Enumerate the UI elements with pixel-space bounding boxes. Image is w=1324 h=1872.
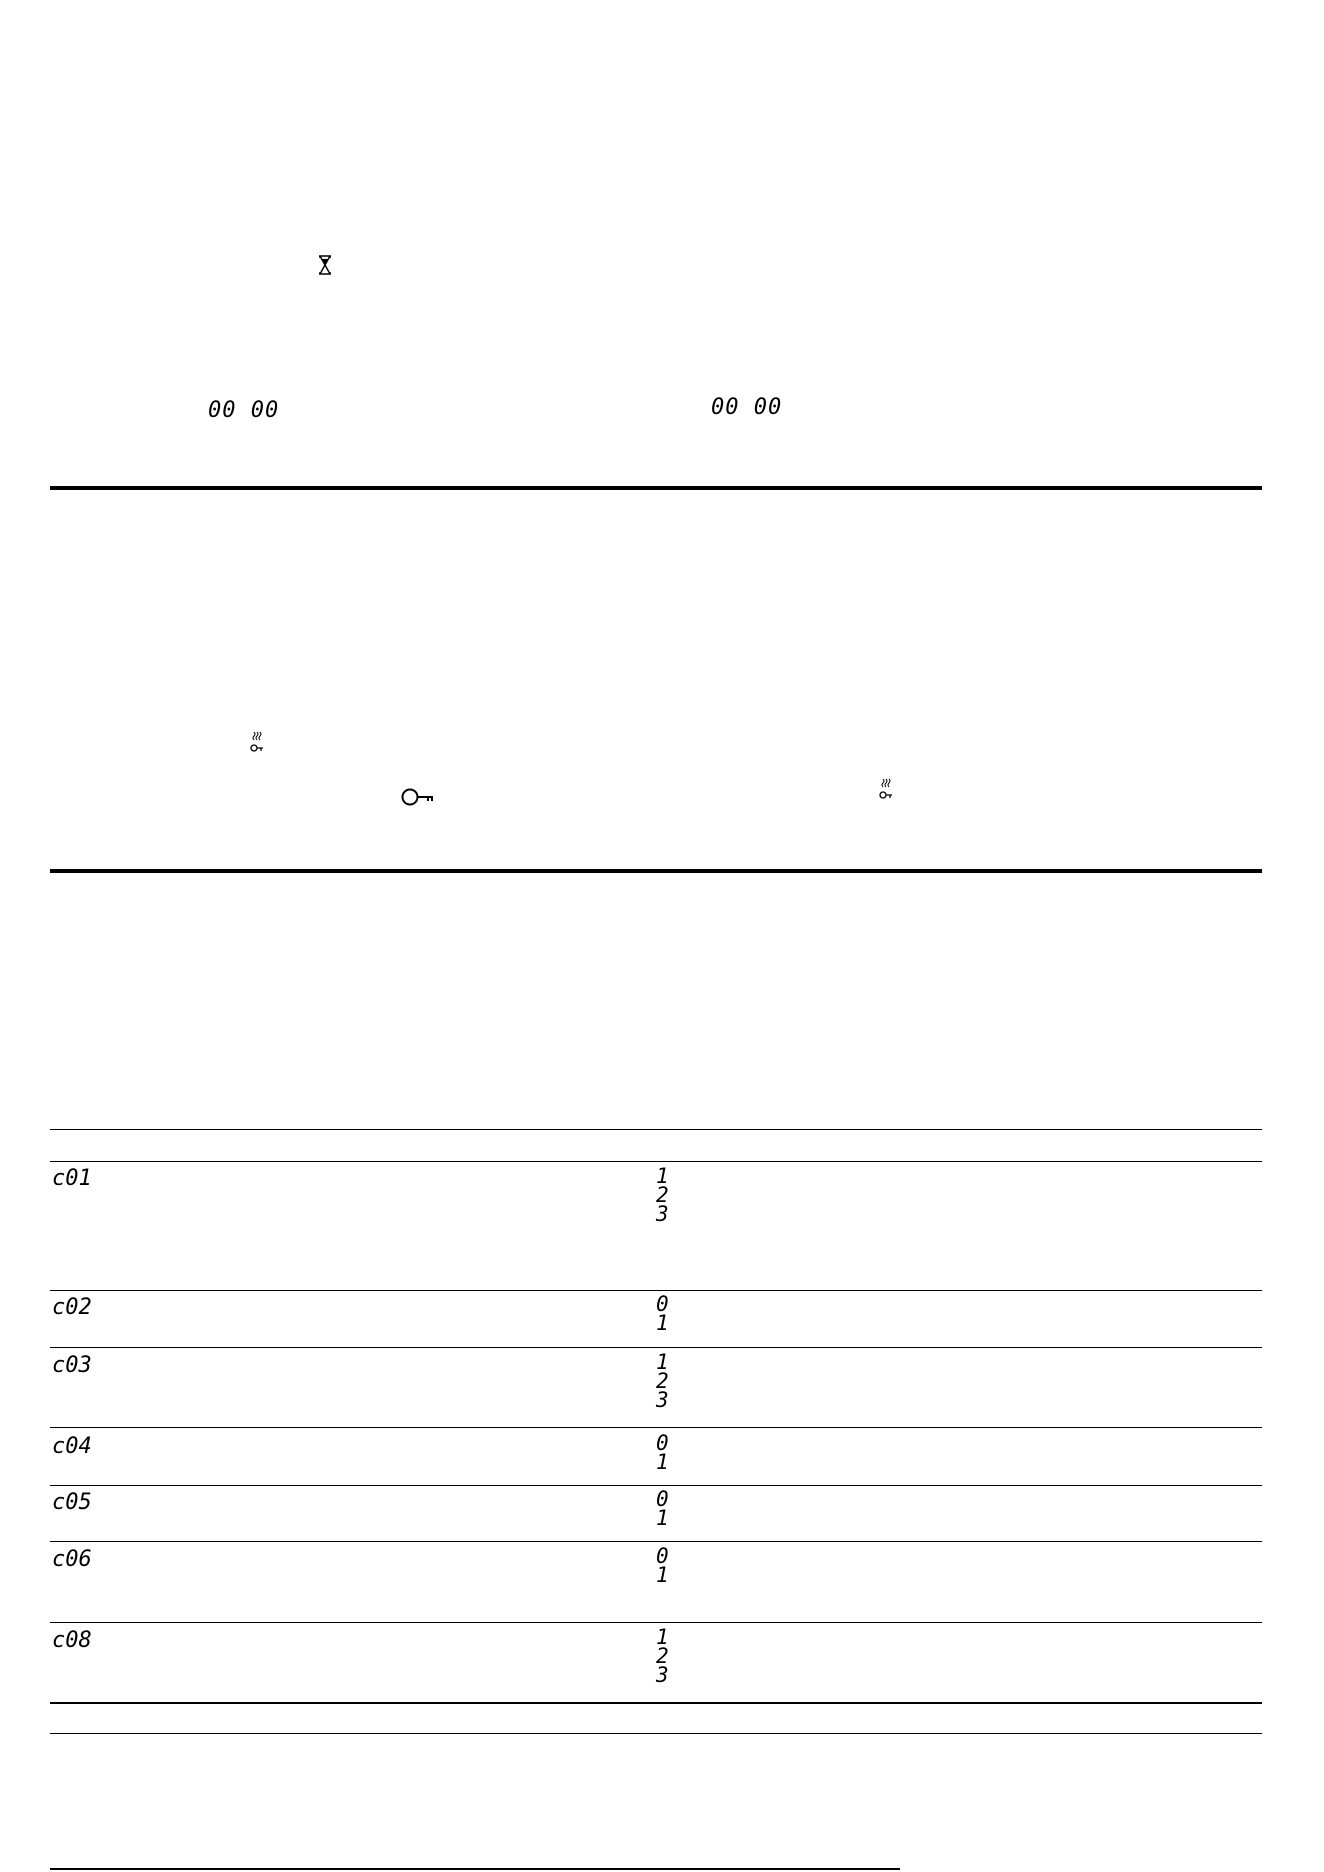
section-divider-1 (50, 486, 1262, 490)
table-footer-rule (50, 1733, 1262, 1734)
steam-icon (879, 778, 893, 800)
setting-code: c06 (52, 1547, 92, 1572)
setting-code: c01 (52, 1166, 92, 1191)
setting-value: 0 (656, 1292, 670, 1316)
setting-values (656, 1431, 670, 1474)
setting-values (656, 1487, 670, 1530)
setting-values (656, 1164, 670, 1226)
setting-value: 1 (656, 1450, 670, 1474)
row-separator (50, 1347, 1262, 1348)
row-separator (50, 1622, 1262, 1623)
setting-value: 3 (656, 1388, 670, 1412)
setting-values (656, 1292, 670, 1335)
setting-value: 1 (656, 1563, 670, 1587)
setting-code: c02 (52, 1295, 92, 1320)
setting-value: 3 (656, 1202, 670, 1226)
table-bottom-rule (50, 1702, 1262, 1704)
setting-value: 2 (656, 1644, 670, 1668)
setting-values (656, 1625, 670, 1687)
table-top-rule (50, 1129, 1262, 1130)
setting-value: 1 (656, 1625, 670, 1649)
row-separator (50, 1541, 1262, 1542)
setting-value: 1 (656, 1350, 670, 1374)
key-icon (401, 787, 435, 807)
page-footer-rule (50, 1868, 900, 1870)
setting-value: 1 (656, 1311, 670, 1335)
timer-display-right: 00 00 (711, 395, 783, 420)
setting-code: c03 (52, 1353, 92, 1378)
setting-value: 0 (656, 1431, 670, 1455)
row-separator (50, 1485, 1262, 1486)
setting-value: 3 (656, 1663, 670, 1687)
hourglass-icon (318, 255, 332, 275)
setting-value: 1 (656, 1164, 670, 1188)
table-header-rule (50, 1161, 1262, 1162)
setting-code: c04 (52, 1434, 92, 1459)
setting-code: c05 (52, 1490, 92, 1515)
setting-value: 1 (656, 1506, 670, 1530)
setting-code: c08 (52, 1628, 92, 1653)
setting-values (656, 1544, 670, 1587)
timer-display-left: 00 00 (208, 398, 280, 423)
setting-value: 0 (656, 1544, 670, 1568)
section-divider-2 (50, 869, 1262, 873)
setting-value: 2 (656, 1183, 670, 1207)
row-separator (50, 1290, 1262, 1291)
steam-icon (250, 731, 264, 753)
row-separator (50, 1427, 1262, 1428)
setting-value: 2 (656, 1369, 670, 1393)
setting-value: 0 (656, 1487, 670, 1511)
setting-values (656, 1350, 670, 1412)
